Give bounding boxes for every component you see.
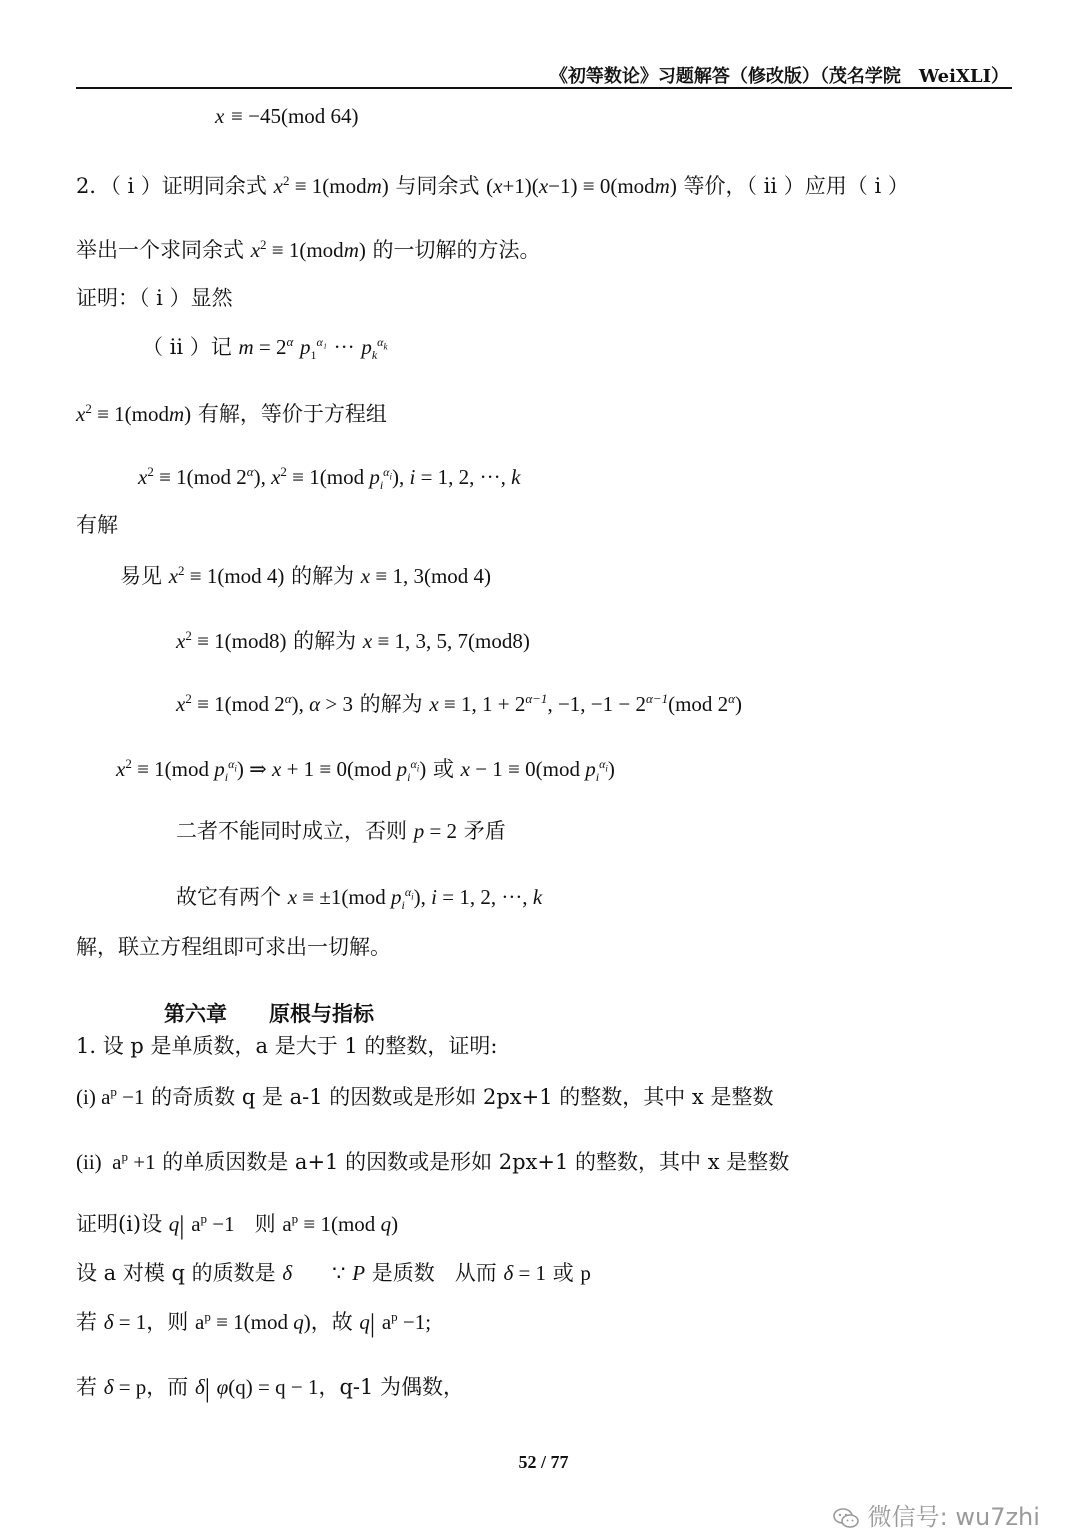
math-line: 设 a 对模 q 的质数是 δ ∵ P 是质数 从而 δ = 1 或 p [76, 1261, 591, 1285]
text-line: 解，联立方程组即可求出一切解。 [76, 935, 391, 959]
text-line: 二者不能同时成立，否则 p = 2 矛盾 [176, 819, 506, 843]
problem-statement: 1. 设 p 是单质数，a 是大于 1 的整数，证明: [76, 1034, 498, 1058]
wechat-icon [832, 1507, 860, 1529]
problem-part: (i) $a^p -1$ 的奇质数 q 是 a-1 的因数或是形如 2px+1 的整数，其中 x 是整数 [76, 1084, 774, 1109]
math-line: $x^2 \equiv 1(mod$ $2^\alpha$), α > 3 的解为 x ≡ 1, $1 + 2^{\alpha-1}$, −1, $-1 - 2^{\alpha-1}(mod$ $2^\alpha$) [176, 691, 742, 716]
proof-heading: 证明：（ i ）显然 [76, 286, 233, 310]
math-line: $x^2 \equiv 1(mod$ $2^\alpha$), $x^2 \equiv 1(mod$ $p_i^{\alpha_i}$), i = 1, 2, ···, k [138, 464, 521, 493]
math-line: $x^2 \equiv 1(mod$ $p_i^{\alpha_i}$) ⇒ x + 1 ≡ 0(mod $p_i^{\alpha_i}$) 或 x − 1 ≡ 0(mod $p_i^{\alpha_i}$) [116, 756, 615, 785]
running-header: 《初等数论》习题解答（修改版）（茂名学院 WeiXLI） [549, 66, 1009, 87]
page-number: 52 / 77 [518, 1452, 569, 1472]
math-line: 易见 $x^2 \equiv 1(mod$ 4) 的解为 x ≡ 1, 3(mod 4) [120, 563, 492, 588]
problem-statement: 2．（ i ）证明同余式 $x^2$ ≡ 1(modm) 与同余式 (x+1)(x−1) ≡ 0(modm) 等价，（ ii ）应用（ i ） [76, 173, 909, 198]
math-line: 证明(i)设 q| $a^p -1$ 则 $a^p \equiv 1(mod$ q) [76, 1211, 399, 1240]
math-line: 故它有两个 x ≡ ±1(mod $p_i^{\alpha_i}$), i = 1, 2, ···, k [176, 885, 543, 913]
wechat-watermark [832, 1497, 1040, 1532]
text-line: 有解 [76, 513, 118, 537]
math-line: （ ii ）记 $m = 2^\alpha$ $p_1^{\alpha_1}$ ··· $p_k^{\alpha_k}$ [142, 334, 388, 363]
math-line: x ≡ −45(mod 64) [215, 104, 359, 128]
math-line: $x^2 \equiv 1(mod8)$ 的解为 x ≡ 1, 3, 5, 7(mod8) [176, 628, 530, 653]
header-rule [76, 87, 1012, 89]
problem-statement-cont: 举出一个求同余式 $x^2$ ≡ 1(modm) 的一切解的方法。 [76, 237, 541, 262]
chapter-heading: 第六章 原根与指标 [164, 1001, 374, 1026]
problem-part: (ii) $a^p +1$ 的单质因数是 a+1 的因数或是形如 2px+1 的整数，其中 x 是整数 [76, 1149, 790, 1174]
watermark-text: 微信号: wu7zhi [867, 1503, 1040, 1531]
math-line: $x^2$ ≡ 1(modm) 有解，等价于方程组 [76, 401, 387, 426]
math-line: 若 δ = p，而 δ| φ(q) = q − 1，q-1 为偶数， [76, 1374, 465, 1403]
math-line: 若 δ = 1，则 $a^p \equiv 1(mod$ q)，故 q| $a^p -1$; [76, 1309, 432, 1338]
